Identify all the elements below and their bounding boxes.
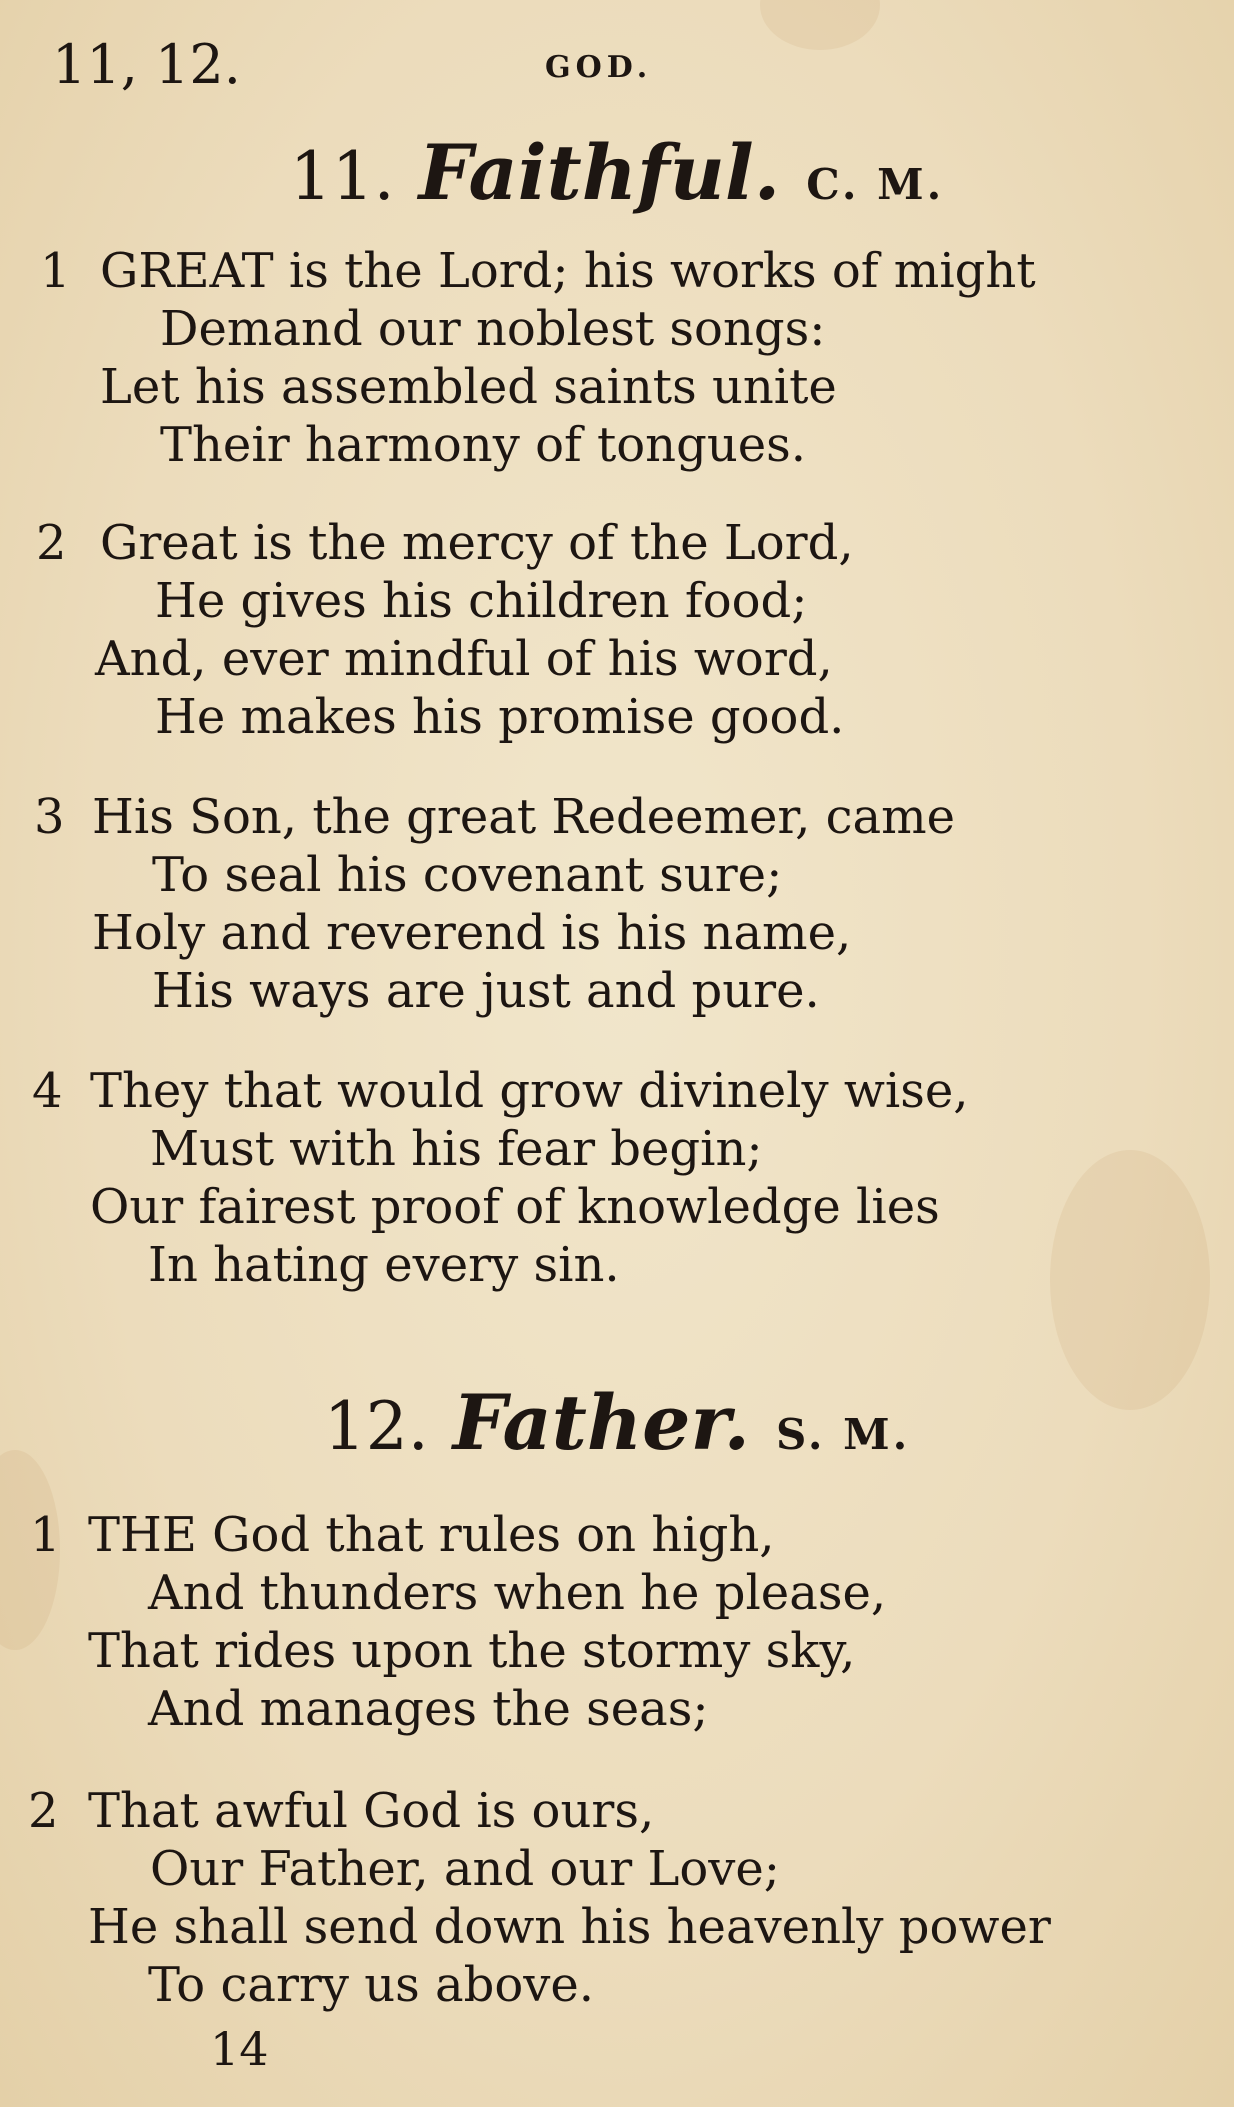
- verse-line: Our Father, and our Love;: [150, 1841, 780, 1897]
- verse-number: 4: [32, 1063, 63, 1119]
- verse-number: 2: [36, 515, 67, 571]
- verse-line: His Son, the great Redeemer, came: [92, 789, 956, 845]
- verse-line: THE God that rules on high,: [88, 1507, 775, 1563]
- verse-line: And manages the seas;: [148, 1681, 709, 1737]
- verse-line: And thunders when he please,: [148, 1565, 887, 1621]
- verse-line: Their harmony of tongues.: [160, 417, 807, 473]
- hymn-number: 11.: [289, 138, 395, 215]
- verse-line: That rides upon the stormy sky,: [88, 1623, 856, 1679]
- verse-line: GREAT is the Lord; his works of might: [100, 243, 1036, 299]
- verse-line: Holy and reverend is his name,: [92, 905, 852, 961]
- running-head-hymn-numbers: 11, 12.: [52, 33, 241, 96]
- verse-line: In hating every sin.: [148, 1237, 620, 1293]
- hymn-number: 12.: [323, 1388, 429, 1465]
- verse-line: Demand our noblest songs:: [160, 301, 826, 357]
- page-number: 14: [210, 2022, 269, 2076]
- verse-number: 1: [30, 1507, 61, 1563]
- hymn-11-heading: [0, 128, 1234, 217]
- verse-line: He shall send down his heavenly power: [88, 1899, 1051, 1955]
- verse-line: Our fairest proof of knowledge lies: [90, 1179, 940, 1235]
- verse-line: Must with his fear begin;: [150, 1121, 763, 1177]
- verse-line: To carry us above.: [148, 1957, 595, 2013]
- verse-line: To seal his covenant sure;: [152, 847, 783, 903]
- verse-line: They that would grow divinely wise,: [90, 1063, 969, 1119]
- verse-line: Great is the mercy of the Lord,: [100, 515, 854, 571]
- hymn-name: Father.: [452, 1378, 751, 1467]
- verse-line: He gives his children food;: [155, 573, 808, 629]
- running-head: [0, 30, 1234, 100]
- running-head-section-title: GOD.: [545, 50, 653, 85]
- verse-line: That awful God is ours,: [88, 1783, 655, 1839]
- paper-stain: [1050, 1150, 1210, 1410]
- verse-number: 1: [40, 243, 71, 299]
- hymn-name: Faithful.: [418, 128, 781, 217]
- verse-number: 3: [34, 789, 65, 845]
- hymn-12-heading: [0, 1378, 1234, 1467]
- verse-line: His ways are just and pure.: [152, 963, 820, 1019]
- verse-line: Let his assembled saints unite: [100, 359, 837, 415]
- verse-line: He makes his promise good.: [155, 689, 845, 745]
- verse-number: 2: [28, 1783, 59, 1839]
- verse-line: And, ever mindful of his word,: [95, 631, 833, 687]
- hymn-meter: S. M.: [776, 1410, 911, 1459]
- hymn-meter: C. M.: [806, 160, 945, 209]
